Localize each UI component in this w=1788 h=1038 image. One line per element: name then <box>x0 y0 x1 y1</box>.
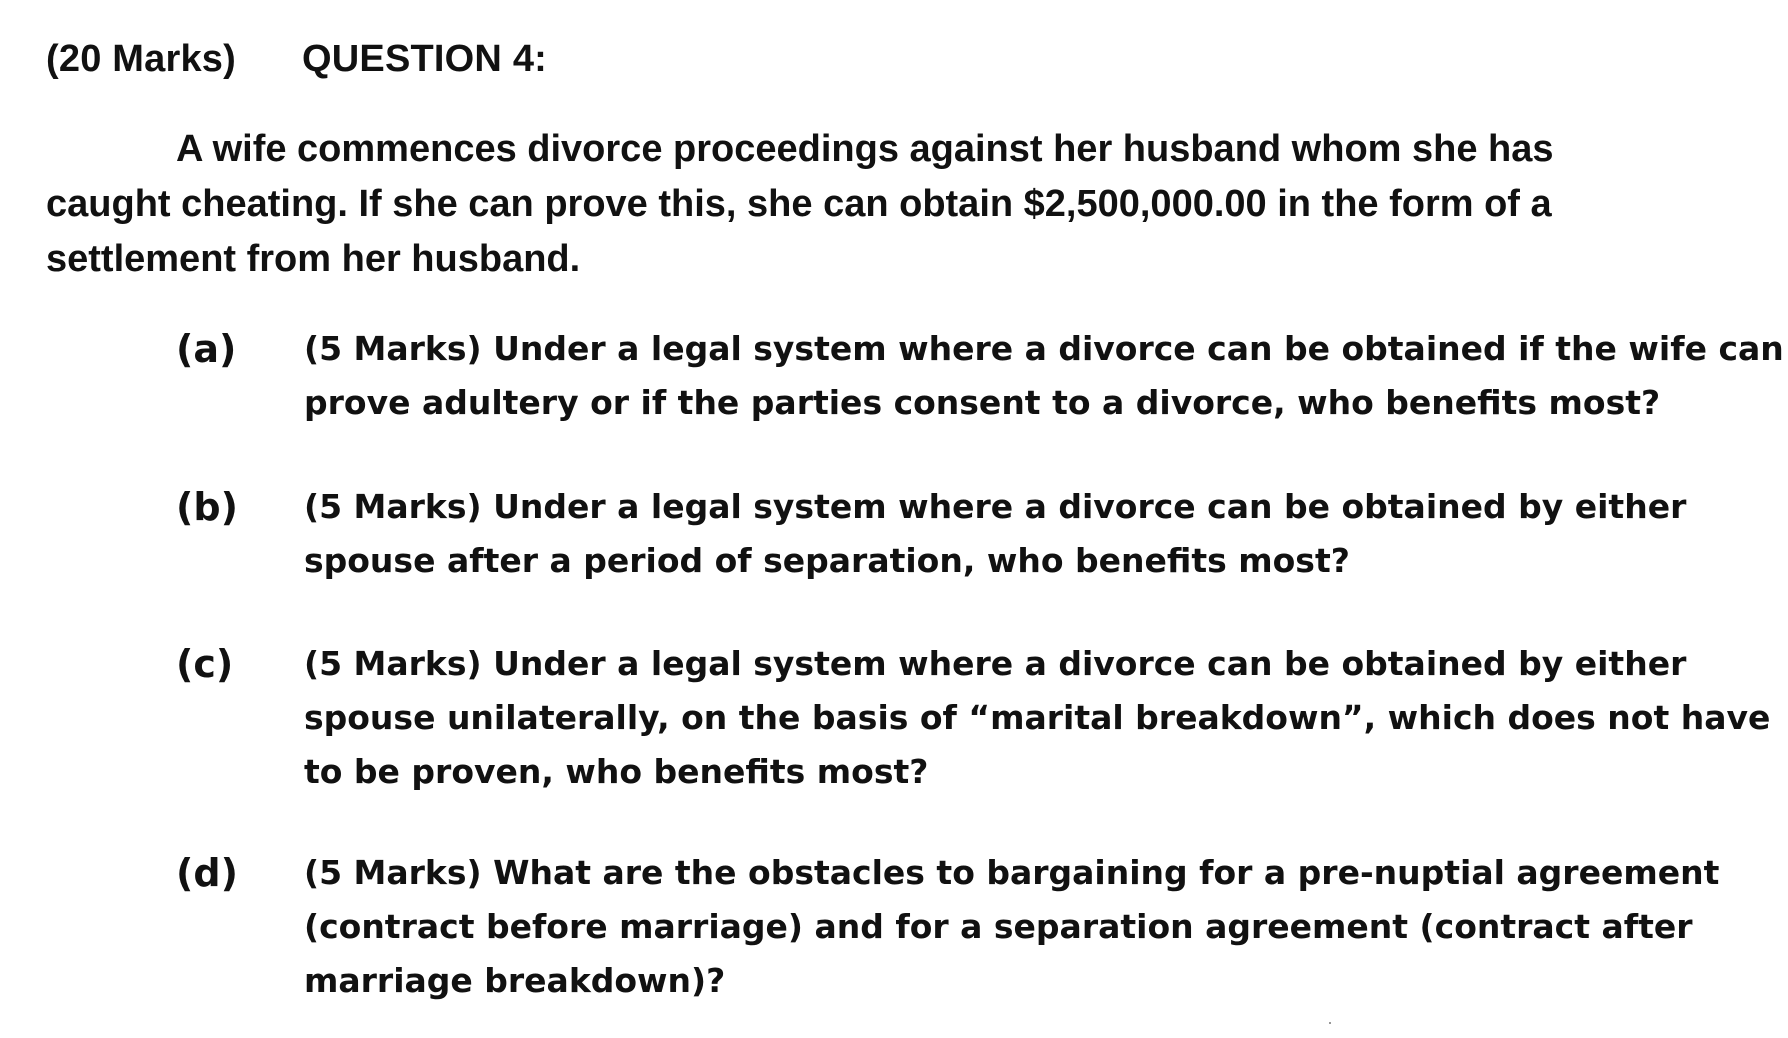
question-title: QUESTION 4: <box>302 38 548 80</box>
sub-question-text <box>304 846 1734 1008</box>
sub-question-text <box>304 637 1771 799</box>
sub-question-line: spouse unilaterally, on the basis of “marital breakdown”, which does not have <box>304 698 1771 737</box>
sub-question-text <box>304 480 1734 588</box>
sub-question-label: (a) <box>176 327 237 371</box>
question-intro <box>46 122 1606 287</box>
sub-question-line: to be proven, who benefits most? <box>304 752 929 791</box>
sub-question-line: (contract before marriage) and for a separation agreement (contract after <box>304 907 1693 946</box>
intro-line: settlement from her husband. <box>46 238 581 280</box>
sub-question-label: (b) <box>176 485 238 529</box>
sub-question-label: (d) <box>176 851 238 895</box>
sub-question-line: spouse after a period of separation, who benefits most? <box>304 541 1350 580</box>
intro-line: A wife commences divorce proceedings against her husband whom she has <box>176 128 1554 170</box>
question-header <box>46 38 548 81</box>
question-marks: (20 Marks) <box>46 38 236 80</box>
intro-line: caught cheating. If she can prove this, she can obtain $2,500,000.00 in the form of a <box>46 183 1552 225</box>
sub-question-label: (c) <box>176 642 234 686</box>
sub-question-line: (5 Marks) Under a legal system where a divorce can be obtained if the wife can <box>304 329 1784 368</box>
sub-question-line: (5 Marks) Under a legal system where a divorce can be obtained by either <box>304 644 1687 683</box>
sub-question-line: marriage breakdown)? <box>304 961 726 1000</box>
scan-speck <box>1329 1022 1331 1024</box>
sub-question-text <box>304 322 1784 430</box>
sub-question-line: prove adultery or if the parties consent to a divorce, who benefits most? <box>304 383 1661 422</box>
sub-question-line: (5 Marks) What are the obstacles to bargaining for a pre-nuptial agreement <box>304 853 1720 892</box>
sub-question-line: (5 Marks) Under a legal system where a divorce can be obtained by either <box>304 487 1687 526</box>
